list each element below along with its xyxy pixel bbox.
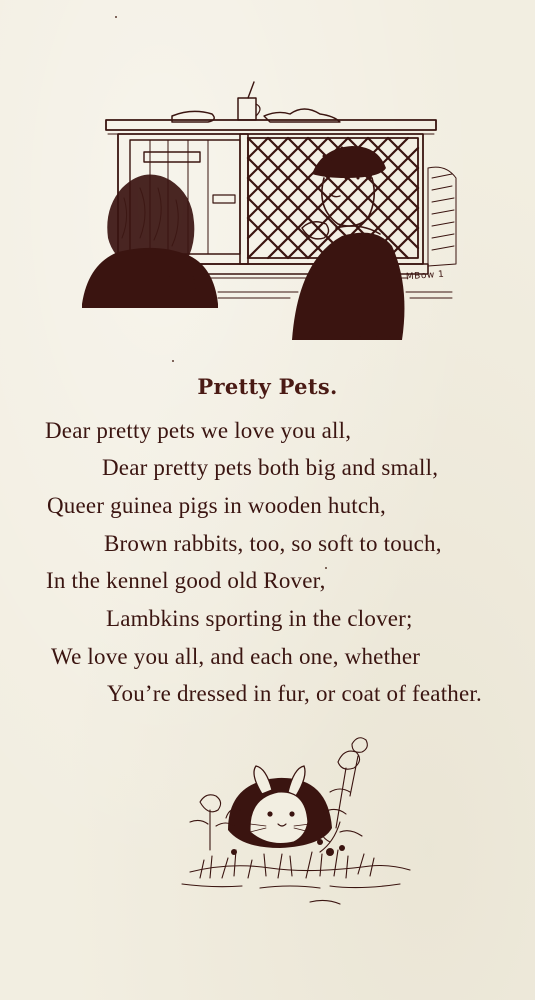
illustrator-signature: MBow 1 (405, 269, 445, 283)
poem-line-5: In the kennel good old Rover, (46, 568, 326, 593)
poem-line-4: Brown rabbits, too, so soft to touch, (104, 531, 442, 556)
rabbit-in-burrow-illustration (170, 722, 415, 907)
poem-line-2: Dear pretty pets both big and small, (102, 455, 439, 480)
paper-speck (172, 360, 174, 362)
girl-figure (82, 175, 218, 308)
poem-line-7: We love you all, and each one, whether (51, 644, 421, 669)
paper-speck (115, 16, 117, 18)
poem-title: Pretty Pets. (197, 374, 338, 399)
rabbit (250, 766, 310, 844)
poem-line-8: You’re dressed in fur, or coat of feather. (107, 681, 482, 706)
poem-line-1: Dear pretty pets we love you all, (45, 418, 352, 443)
boy-figure (292, 146, 404, 340)
children-at-hutch-illustration (68, 78, 468, 340)
poem-line-6: Lambkins sporting in the clover; (106, 606, 413, 631)
cup (238, 98, 256, 120)
poem-line-3: Queer guinea pigs in wooden hutch, (47, 493, 386, 518)
